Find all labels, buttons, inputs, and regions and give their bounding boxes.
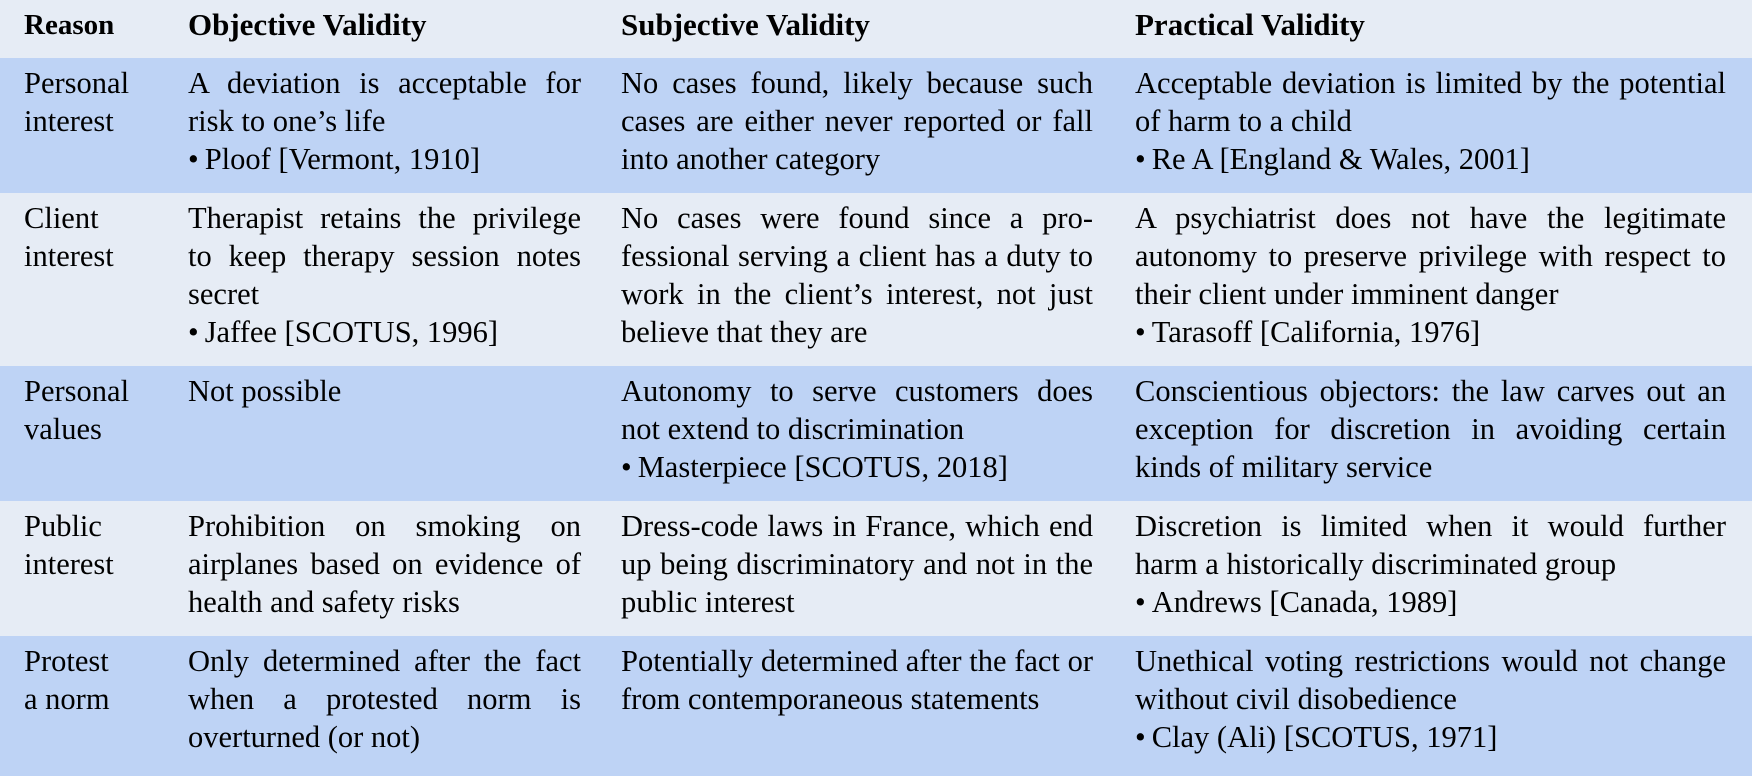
bullet-icon: • (188, 142, 199, 176)
reason-line: interest (24, 239, 114, 273)
objective-cell (187, 372, 621, 501)
header-subjective-validity: Subjective Validity (621, 7, 870, 42)
reason-cell (0, 199, 187, 366)
reason-line: Client (24, 201, 99, 235)
reason-line: Protest (24, 644, 109, 678)
bullet-icon: • (1135, 585, 1146, 619)
citation-text: Tarasoff [California, 1976] (1151, 315, 1481, 349)
subjective-cell (621, 372, 1135, 501)
practical-text: Discretion is limited when it would further harm a historically discriminated group (1135, 509, 1726, 581)
subjective-text: No cases found, likely because such cases are either never reported or fall into another category (621, 66, 1093, 176)
reason-cell (0, 372, 187, 501)
reason-line: interest (24, 104, 114, 138)
practical-cell (1135, 642, 1752, 776)
header-reason: Reason (24, 9, 115, 41)
practical-cell (1135, 372, 1752, 501)
table-row (0, 636, 1752, 776)
practical-citation (1135, 313, 1752, 351)
reason-cell (0, 64, 187, 193)
reason-line: values (24, 412, 102, 446)
practical-text: A psychiatrist does not have the legitimate autonomy to preserve privilege with respect to their client under imminent danger (1135, 201, 1726, 311)
objective-cell (187, 642, 621, 776)
bullet-icon: • (1135, 315, 1146, 349)
citation-text: Re A [England & Wales, 2001] (1151, 142, 1530, 176)
header-objective-validity: Objective Validity (188, 7, 427, 42)
subjective-text: No cases were found since a professional serving a client has a duty to work in the client’s interest, not just believe that they are (621, 201, 1093, 349)
subjective-cell (621, 199, 1135, 366)
objective-text: A deviation is acceptable for risk to one’s life (188, 66, 581, 138)
table-row (0, 58, 1752, 193)
citation-text: Masterpiece [SCOTUS, 2018] (637, 450, 1008, 484)
practical-citation (1135, 140, 1752, 178)
objective-citation (188, 140, 621, 178)
practical-cell (1135, 507, 1752, 636)
bullet-icon: • (1135, 720, 1146, 754)
bullet-icon: • (1135, 142, 1146, 176)
practical-text: Acceptable deviation is limited by the potential of harm to a child (1135, 66, 1726, 138)
table-header-row (0, 0, 1752, 58)
citation-text: Ploof [Vermont, 1910] (204, 142, 481, 176)
practical-text: Conscientious objectors: the law carves out an exception for discretion in avoiding certain kinds of military service (1135, 374, 1726, 484)
citation-text: Andrews [Canada, 1989] (1151, 585, 1458, 619)
citation-text: Jaffee [SCOTUS, 1996] (204, 315, 499, 349)
practical-citation (1135, 583, 1752, 621)
practical-cell (1135, 64, 1752, 193)
objective-text: Prohibition on smoking on airplanes based on evidence of health and safety risks (188, 509, 581, 619)
bullet-icon: • (188, 315, 199, 349)
subjective-cell (621, 64, 1135, 193)
objective-cell (187, 507, 621, 636)
objective-cell (187, 64, 621, 193)
table-row (0, 501, 1752, 636)
reason-cell (0, 642, 187, 776)
subjective-text: Dress-code laws in France, which end up being discriminatory and not in the public interest (621, 509, 1093, 619)
table-row (0, 366, 1752, 501)
subjective-text: Autonomy to serve customers does not extend to discrimination (621, 374, 1093, 446)
table-row (0, 193, 1752, 366)
reason-line: Personal (24, 66, 130, 100)
practical-cell (1135, 199, 1752, 366)
objective-text: Not possible (188, 374, 342, 408)
reason-line: a norm (24, 682, 110, 716)
reason-cell (0, 507, 187, 636)
practical-text: Unethical voting restrictions would not change without civil disobedience (1135, 644, 1726, 716)
reason-line: interest (24, 547, 114, 581)
objective-cell (187, 199, 621, 366)
bullet-icon: • (621, 450, 632, 484)
citation-text: Clay (Ali) [SCOTUS, 1971] (1151, 720, 1498, 754)
objective-text: Only determined after the fact when a protested norm is overturned (or not) (188, 644, 581, 754)
objective-text: Therapist retains the privilege to keep therapy session notes secret (188, 201, 581, 311)
subjective-cell (621, 507, 1135, 636)
subjective-citation (621, 448, 1135, 486)
header-practical-validity: Practical Validity (1135, 7, 1365, 42)
reason-line: Personal (24, 374, 130, 408)
reason-line: Public (24, 509, 102, 543)
objective-citation (188, 313, 621, 351)
subjective-cell (621, 642, 1135, 776)
subjective-text: Potentially determined after the fact or from contemporaneous statements (621, 644, 1093, 716)
practical-citation (1135, 718, 1752, 756)
